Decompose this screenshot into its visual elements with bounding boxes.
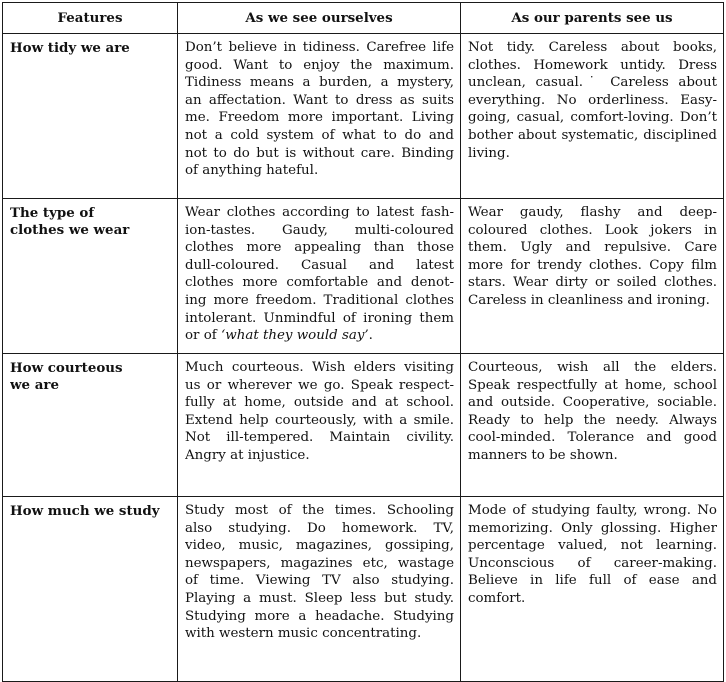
text-line: not a cold system of what to do and <box>185 127 454 143</box>
table-row <box>3 34 724 199</box>
text-line: Extend help courteously, with a smile. <box>185 412 454 428</box>
text-line: Study most of the times. Schooling <box>185 503 454 518</box>
text-line: Playing a must. Sleep less but study. <box>185 590 454 606</box>
text-line: unclean, casual.˙ Careless about <box>468 75 717 91</box>
table-row <box>3 497 724 682</box>
feature-text: clothes we wear <box>10 222 130 238</box>
text-line: Studying more a headache. Studying <box>185 608 454 624</box>
parents-cell <box>461 199 724 354</box>
comparison-table <box>2 2 724 682</box>
text-line: Mode of studying faulty, wrong. No <box>468 503 717 518</box>
text-line: of anything hateful. <box>185 163 319 179</box>
text-line: ion-tastes. Gaudy, multi-coloured <box>185 222 454 238</box>
feature-cell <box>3 199 178 354</box>
text-line: going, casual, comfort-loving. Don’t <box>468 110 717 126</box>
table-row <box>3 199 724 354</box>
ourselves-cell <box>178 199 461 354</box>
text-line: dull-coloured. Casual and latest <box>185 257 454 273</box>
text-line: clothes more appealing than those <box>185 240 454 256</box>
text-line <box>185 327 454 345</box>
text-line: Much courteous. Wish elders visiting <box>185 360 454 375</box>
text-prefix: or of <box>185 328 221 344</box>
text-line: also studying. Do homework. TV, <box>185 520 454 536</box>
feature-text: The type of <box>10 205 95 221</box>
text-line: Tidiness means a burden, a mystery, <box>185 75 454 91</box>
italic-quote: ‘what they would say’ <box>221 328 369 344</box>
text-line: comfort. <box>468 590 526 606</box>
text-line: stars. Wear dirty or soiled clothes. <box>468 275 717 291</box>
text-line: with western music concentrating. <box>185 626 422 642</box>
table-row <box>3 354 724 497</box>
header-features: Features <box>3 3 178 34</box>
feature-cell <box>3 497 178 682</box>
text-line: video, music, magazines, gossiping, <box>185 538 454 554</box>
text-line: more for trendy clothes. Copy film <box>468 257 717 273</box>
feature-cell <box>3 34 178 199</box>
text-line: Don’t believe in tidiness. Carefree life <box>185 40 454 55</box>
text-line: fully at home, outside and at school. <box>185 395 454 411</box>
feature-cell <box>3 354 178 497</box>
text-line: coloured clothes. Look jokers in <box>468 222 717 238</box>
text-line: Believe in life full of ease and <box>468 573 717 589</box>
parents-cell <box>461 354 724 497</box>
text-line: everything. No orderliness. Easy- <box>468 92 717 108</box>
text-line: clothes. Homework untidy. Dress <box>468 57 717 73</box>
text-line: and outside. Cooperative, sociable. <box>468 395 717 411</box>
text-line: Angry at injustice. <box>185 447 310 463</box>
text-line: not to do but is without care. Binding <box>185 145 454 161</box>
text-line: Wear gaudy, flashy and deep- <box>468 205 717 220</box>
text-line: Not ill-tempered. Maintain civility. <box>185 430 454 446</box>
ourselves-cell <box>178 354 461 497</box>
text-line: intolerant. Unmindful of ironing them <box>185 310 454 326</box>
text-line: living. <box>468 145 510 161</box>
text-line: Speak respectfully at home, school <box>468 377 717 393</box>
text-line: Careless in cleanliness and ironing. <box>468 292 710 308</box>
text-line: an affectation. Want to dress as suits <box>185 92 454 108</box>
parents-cell <box>461 497 724 682</box>
text-line: cool-minded. Tolerance and good <box>468 430 717 446</box>
feature-text: How courteous <box>10 360 123 376</box>
text-line: Wear clothes according to latest fash- <box>185 205 454 220</box>
text-line: bother about systematic, disciplined <box>468 127 717 143</box>
text-line: Ready to help the needy. Always <box>468 412 717 428</box>
parents-cell <box>461 34 724 199</box>
feature-text: we are <box>10 377 59 393</box>
text-line: Courteous, wish all the elders. <box>468 360 717 375</box>
header-row <box>3 3 724 34</box>
text-line: us or wherever we go. Speak respect- <box>185 377 454 393</box>
text-line: Unconscious of career-making. <box>468 555 717 571</box>
text-line: of time. Viewing TV also studying. <box>185 573 454 589</box>
text-line: clothes more comfortable and denot- <box>185 275 454 291</box>
text-line: ing more freedom. Traditional clothes <box>185 292 454 308</box>
ourselves-cell <box>178 497 461 682</box>
header-as-we-see-ourselves: As we see ourselves <box>178 3 461 34</box>
text-line: Not tidy. Careless about books, <box>468 40 717 55</box>
text-line: manners to be shown. <box>468 447 618 463</box>
text-line: good. Want to enjoy the maximum. <box>185 57 454 73</box>
feature-text: How tidy we are <box>10 40 130 56</box>
feature-text: How much we study <box>10 503 160 519</box>
text-line: them. Ugly and repulsive. Care <box>468 240 717 256</box>
header-as-our-parents-see-us: As our parents see us <box>461 3 724 34</box>
text-line: me. Freedom more important. Living <box>185 110 454 126</box>
ourselves-cell <box>178 34 461 199</box>
text-line: percentage valued, not learning. <box>468 538 717 554</box>
text-line: memorizing. Only glossing. Higher <box>468 520 717 536</box>
text-suffix: . <box>368 328 373 344</box>
text-line: newspapers, magazines etc, wastage <box>185 555 454 571</box>
